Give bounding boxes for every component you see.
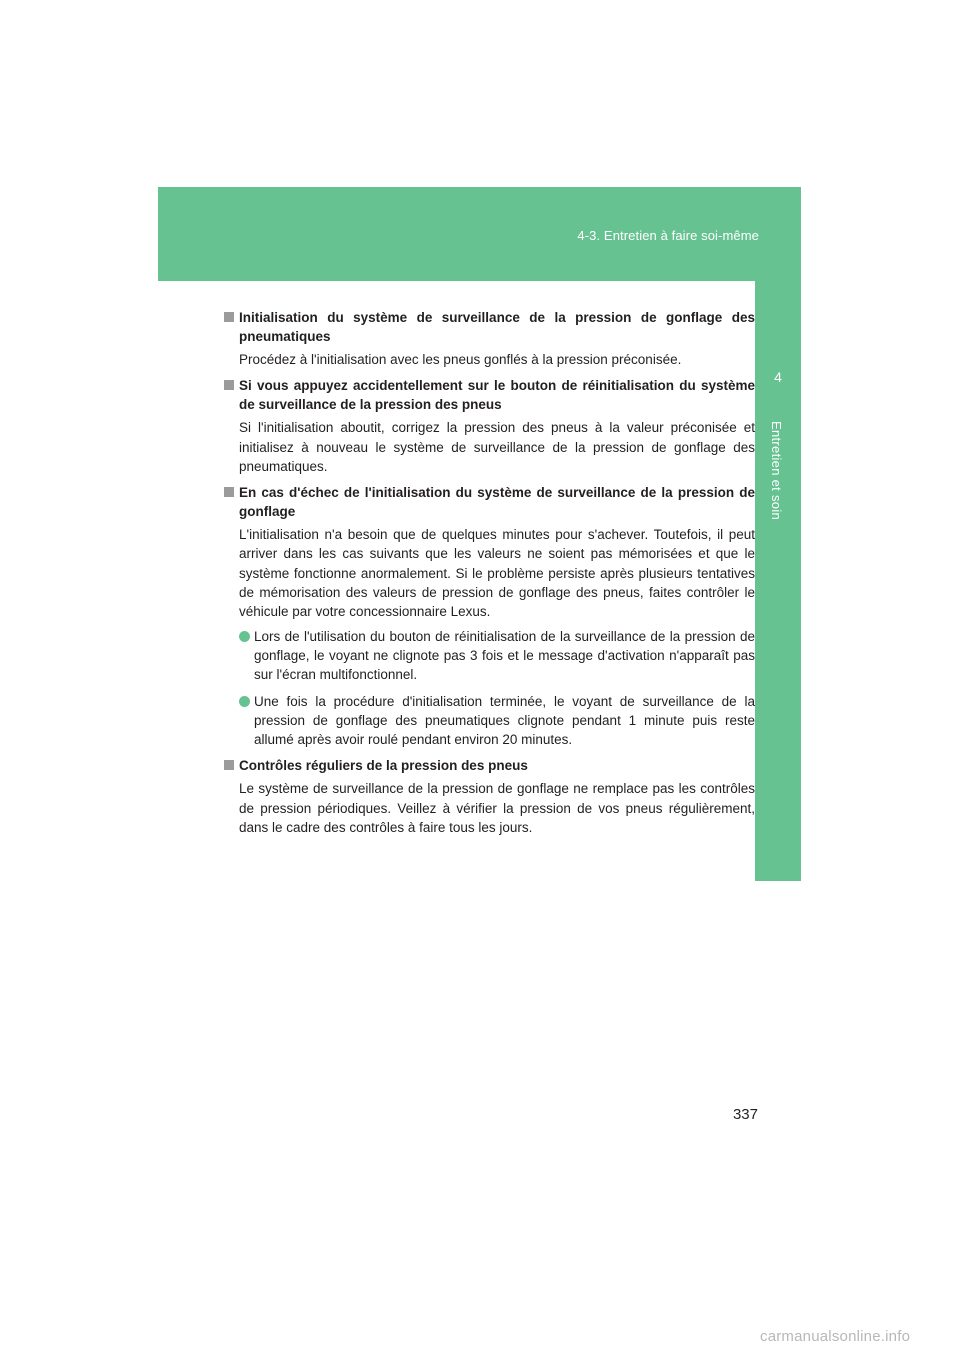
square-bullet-icon: [224, 760, 234, 770]
circle-bullet-icon: [239, 696, 250, 707]
section-heading-text: En cas d'échec de l'initialisation du système de surveillance de la pression de gonflage: [239, 485, 755, 520]
section-heading: [224, 756, 755, 775]
section-body: L'initialisation n'a besoin que de quelques minutes pour s'achever. Toutefois, il peut arriver dans les cas suivants que les valeurs ne soient pas mémorisées et que le système fonctionne anormalement. Si le problème persiste après plusieurs tentatives de mémorisation des valeurs de pression de gonflage des pneus, faites contrôler le véhicule par votre concessionnaire Lexus.: [239, 527, 755, 620]
section-heading-text: Contrôles réguliers de la pression des pneus: [239, 758, 528, 774]
square-bullet-icon: [224, 487, 234, 497]
section-heading: [224, 483, 755, 521]
section-heading: [224, 308, 755, 346]
section-body: Le système de surveillance de la pression de gonflage ne remplace pas les contrôles de pression périodiques. Veillez à vérifier la pression de vos pneus régulièrement, dans le cadre des contrôles à faire tous les jours.: [239, 781, 755, 836]
square-bullet-icon: [224, 380, 234, 390]
chapter-label: Entretien et soin: [769, 421, 784, 521]
section-initialisation: [224, 308, 755, 369]
section-heading: [224, 376, 755, 414]
section-body: Si l'initialisation aboutit, corrigez la pression des pneus à la valeur préconisée et initialisez à nouveau le système de surveillance de la pression de gonflage des pneumatiques.: [239, 420, 755, 474]
section-heading-text: Initialisation du système de surveillance de la pression de gonflage des pneumatiques: [239, 310, 755, 344]
list-item: [239, 692, 755, 750]
section-accidental-reset: [224, 376, 755, 476]
chapter-side-tab: [755, 281, 801, 881]
chapter-section-title: 4-3. Entretien à faire soi-même: [577, 228, 759, 243]
list-item-text: Une fois la procédure d'initialisation terminée, le voyant de surveillance de la pression de gonflage des pneumatiques clignote pendant 1 minute puis reste allumé après avoir roulé pendant environ 20 minutes.: [254, 693, 755, 748]
circle-bullet-icon: [239, 631, 250, 642]
square-bullet-icon: [224, 312, 234, 322]
chapter-header-band: [158, 187, 801, 281]
chapter-label-wrap: [755, 421, 801, 841]
section-initialisation-failure: [224, 483, 755, 749]
list-item-text: Lors de l'utilisation du bouton de réinitialisation de la surveillance de la pression de gonflage, le voyant ne clignote pas 3 fois et le message d'activation n'apparaît pas sur l'écran multifonctionnel.: [254, 628, 755, 683]
list-item: [239, 627, 755, 685]
page-number: 337: [732, 1106, 758, 1123]
section-regular-checks: [224, 756, 755, 837]
failure-cases-list: [239, 627, 755, 750]
section-heading-text: Si vous appuyez accidentellement sur le bouton de réinitialisation du système de surveillance de la pression des pneus: [239, 378, 755, 413]
watermark-text: carmanualsonline.info: [760, 1328, 911, 1345]
chapter-number: 4: [774, 369, 782, 385]
section-body: Procédez à l'initialisation avec les pneus gonflés à la pression préconisée.: [239, 352, 682, 367]
page-content: [224, 308, 755, 844]
